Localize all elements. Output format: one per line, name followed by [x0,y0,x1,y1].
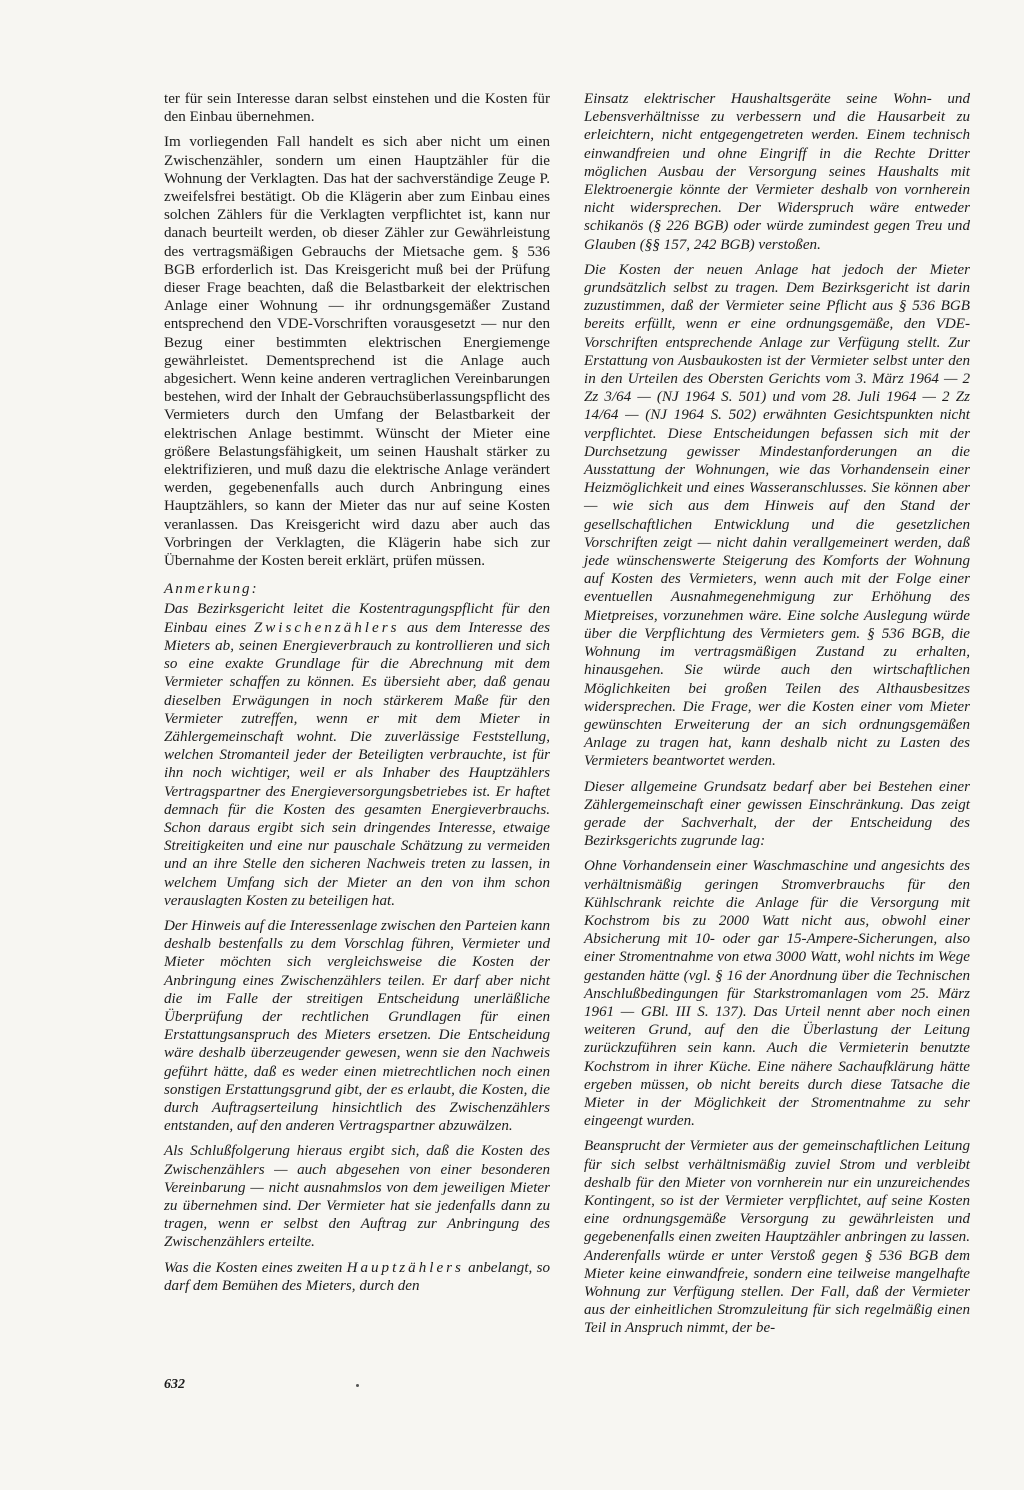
text-run: anbelangt, so darf dem Bemühen des Mieters, durch den [164,1259,550,1294]
paragraph: Als Schlußfolgerung hieraus ergibt sich, daß die Kosten des Zwischenzählers — auch abgesehen von einer besonderen Vereinbarung — nicht ausnahmslos von dem jeweiligen Mieter zu übernehmen sind. Der Vermieter hat sie jedenfalls dann zu tragen, wenn er selbst den Auftrag zur Anbringung des Zwischenzählers erteilte. [164,1143,550,1251]
page-number: 632 [164,1377,185,1392]
text-run: Was die Kosten eines zweiten [164,1259,347,1276]
section-heading: Anmerkung: [164,581,259,598]
paragraph: ter für sein Interesse daran selbst einstehen und die Kosten für den Einbau übernehmen. [164,91,550,126]
emphasis-text: Hauptzählers [346,1259,464,1276]
paragraph: Die Kosten der neuen Anlage hat jedoch der Mieter grundsätzlich selbst zu tragen. Dem Bezirksgericht ist darin zuzustimmen, daß der Vermieter seine Pflicht aus § 536 BGB bereits erfüllt, wenn er eine ordnungsgemäße, den VDE-Vorschriften entsprechende Anlage zur Verfügung stellt. Zur Erstattung von Ausbaukosten ist der Vermieter selbst unter den in den Urteilen des Obersten Gerichts vom 3. März 1964 — 2 Zz 3/64 — (NJ 1964 S. 501) und vom 28. Juli 1964 — 2 Zz 14/64 — (NJ 1964 S. 502) erwähnten Gesichtspunkten nicht verpflichtet. Diese Entscheidungen befassen sich mit der Durchsetzung gewisser Mindestanforderungen an die Ausstattung der Wohnungen, wie das Vorhandensein einer Heizmöglichkeit und eines Wasseranschlusses. Sie können aber — wie sich aus dem Hinweis auf den Stand der gesellschaftlichen Entwicklung und die gesetzlichen Vorschriften zeigt — nicht dahin verallgemeinert werden, daß jede wünschenswerte Steigerung des Komforts der Wohnung auf Kosten des Vermieters, wenn auch mit der Folge einer eventuellen Ausnahmegenehmigung zur Erhöhung des Mietpreises, vorzunehmen wäre. Eine solche Auslegung würde über die Verpflichtung des Vermieters gem. § 536 BGB, die Wohnung im vertragsmäßigen Zustand zu erhalten, hinausgehen. Sie würde auch den wirtschaftlichen Möglichkeiten bei großen Teilen des Althausbesitzes widersprechen. Die Frage, wer die Kosten einer vom Mieter gewünschten Erweiterung der an sich ordnungsgemäßen Anlage zu tragen hat, kann deshalb nicht zu Lasten des Vermieters beantwortet werden. [584,261,970,770]
text-run: aus dem Interesse des Mieters ab, seinen Energieverbrauch zu kontrollieren und sich so eine exakte Grundlage für die Abrechnung mit dem Vermieter schaffen zu können. Es übersieht aber, daß genau dieselben Erwägungen in noch stärkerem Maße für den Vermieter zutreffen, wenn er mit dem Mieter in Zählergemeinschaft wohnt. Die zuverlässige Feststellung, welchen Stromanteil jeder der Beteiligten verbrauchte, ist für ihn noch wichtiger, weil er als Inhaber des Hauptzählers Vertragspartner des Energieversorgungsbetriebes ist. Er haftet demnach für die Kosten des gesamten Energieverbrauchs. Schon daraus ergibt sich sein dringendes Interesse, etwaige Streitigkeiten und eine nur pauschale Schätzung zu vermeiden und an ihre Stelle den sicheren Nachweis treten zu lassen, in welchem Umfang sich der Mieter an den von ihm schon verauslagten Kosten zu beteiligen hat. [164,619,550,909]
print-mark [356,1384,359,1387]
paragraph [164,600,550,909]
paragraph: Dieser allgemeine Grundsatz bedarf aber bei Bestehen einer Zählergemeinschaft einer gewissen Einschränkung. Das zeigt gerade der Sachverhalt, der der Entscheidung des Bezirksgerichts zugrunde lag: [584,778,970,850]
paragraph: Beansprucht der Vermieter aus der gemeinschaftlichen Leitung für sich selbst verhältnismäßig zuviel Strom und verbleibt deshalb für den Mieter von vornherein nur ein unzureichendes Kontingent, so ist der Vermieter verpflichtet, auf seine Kosten eine ordnungsgemäße Versorgung zu gewährleisten und gegebenenfalls einen zweiten Hauptzähler anbringen zu lassen. Anderenfalls würde er unter Verstoß gegen § 536 BGB dem Mieter keine einwandfreie, sondern eine teilweise mangelhafte Wohnung zur Verfügung stellen. Der Fall, daß der Vermieter aus der einheitlichen Stromzuleitung für sich regelmäßig einen Teil in Anspruch nimmt, der be- [584,1138,970,1337]
paragraph [164,1259,550,1295]
right-column [584,90,970,1345]
text-run: Das Bezirksgericht leitet die Kostentragungspflicht für den Einbau eines [164,601,550,636]
paragraph: Einsatz elektrischer Haushaltsgeräte seine Wohn- und Lebensverhältnisse zu verbessern und die Hausarbeit zu erleichtern, nicht entgegengetreten werden. Einem technisch einwandfreien und ohne Eingriff in die Rechte Dritter möglichen Ausbau der Versorgung seines Haushalts mit Elektroenergie könnte der Vermieter deshalb von vornherein nicht widersprechen. Der Widerspruch wäre entweder schikanös (§ 226 BGB) oder würde zumindest gegen Treu und Glauben (§§ 157, 242 BGB) verstoßen. [584,91,970,253]
paragraph: Im vorliegenden Fall handelt es sich aber nicht um einen Zwischenzähler, sondern um einen Hauptzähler für die Wohnung der Verklagten. Das hat der sachverständige Zeuge P. zweifelsfrei bestätigt. Ob die Klägerin aber zum Einbau eines solchen Zählers für die Verklagten verpflichtet ist, kann nur danach beurteilt werden, ob dieser Zähler zur Gewährleistung des vertragsmäßigen Gebrauchs der Mietsache gem. § 536 BGB erforderlich ist. Das Kreisgericht muß bei der Prüfung dieser Frage beachten, daß die Belastbarkeit der elektrischen Anlage einer Wohnung — ihr ordnungsgemäßer Zustand entsprechend den VDE-Vorschriften vorausgesetzt — nur den Bezug einer bestimmten elektrischen Energiemenge gewährleistet. Dementsprechend ist die Anlage auch abgesichert. Wenn keine anderen vertraglichen Vereinbarungen bestehen, wird der Inhalt der Gebrauchsüberlassungspflicht des Vermieters durch den Umfang der Belastbarkeit der elektrischen Anlage bestimmt. Wünscht der Mieter eine größere Belastungsfähigkeit, um seinen Haushalt stärker zu elektrifizieren, und muß dazu die elektrische Anlage verändert werden, gegebenenfalls auch durch Anbringung eines Hauptzählers, so kann der Mieter das nur auf seine Kosten veranlassen. Das Kreisgericht wird dazu aber auch das Vorbringen der Verklagten, die Klägerin habe sich zur Übernahme der Kosten bereit erklärt, prüfen müssen. [164,134,550,570]
paragraph: Ohne Vorhandensein einer Waschmaschine und angesichts des verhältnismäßig geringen Stromverbrauchs für den Kühlschrank reichte die Anlage für die Versorgung mit Kochstrom bis zu 2000 Watt nicht aus, obwohl einer Absicherung mit 10- oder gar 15-Ampere-Sicherungen, also einer Stromentnahme von etwa 3000 Watt, wohl nichts im Wege gestanden hätte (vgl. § 16 der Anordnung über die Technischen Anschlußbedingungen für Starkstromanlagen vom 25. März 1961 — GBl. III S. 137). Das Urteil nennt aber noch einen weiteren Grund, auf den die Überlastung der Leitung zurückzuführen sein kann. Auch die Vermieterin benutzte Kochstrom in ihrer Küche. Eine nähere Sachaufklärung hätte ergeben müssen, ob nicht bereits durch diese Tatsache die Mieter in der Möglichkeit der Stromentnahme zu sehr eingeengt wurden. [584,858,970,1130]
emphasis-text: Zwischenzählers [253,619,400,636]
left-column [164,90,550,1302]
paragraph: Der Hinweis auf die Interessenlage zwischen den Parteien kann deshalb bestenfalls zu dem Vorschlag führen, Vermieter und Mieter möchten sich vergleichsweise die Kosten der Anbringung eines Zwischenzählers teilen. Er darf aber nicht die im Falle der streitigen Entscheidung unerläßliche Überprüfung der rechtlichen Grundlagen für einen Erstattungsanspruch des Mieters ersetzen. Die Entscheidung wäre deshalb überzeugender gewesen, wenn sie den Nachweis geführt hätte, daß es weder einen mietrechtlichen noch einen sonstigen Erstattungsgrund gibt, der es erlaubt, die Kosten, die durch Auftragserteilung hinsichtlich des Zwischenzählers entstanden, auf den anderen Vertragspartner abzuwälzen. [164,917,550,1135]
